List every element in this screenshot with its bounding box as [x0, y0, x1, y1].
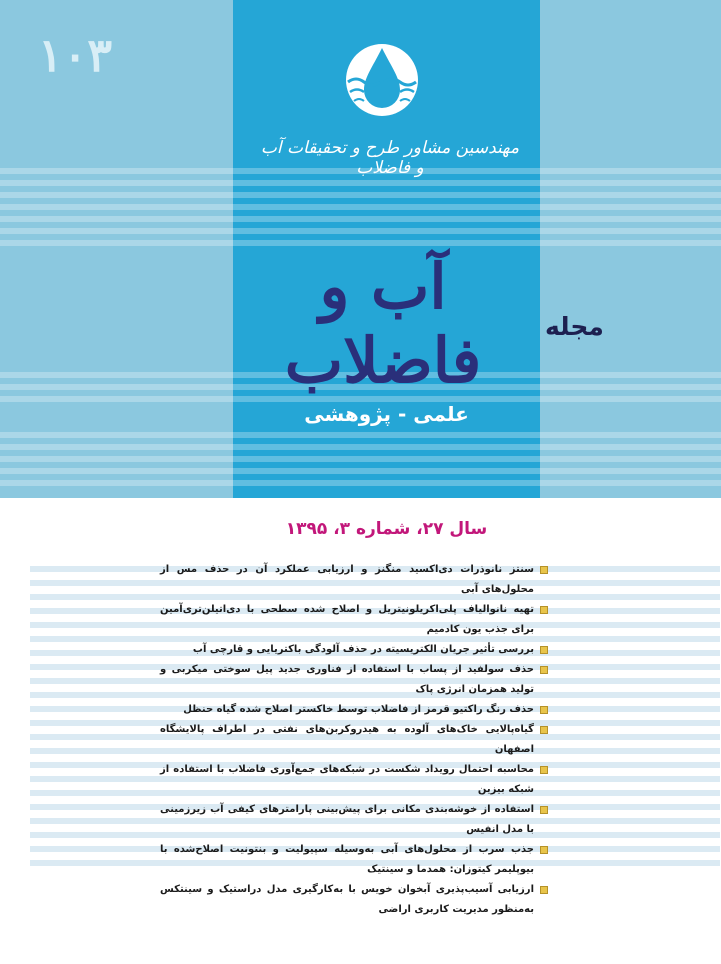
toc-item[interactable]: بررسی تأثیر جریان الکتریسیته در حذف آلودگی باکتریایی و قارچی آب [160, 640, 548, 660]
issue-info: سال ۲۷، شماره ۳، ۱۳۹۵ [285, 519, 488, 539]
toc-item[interactable]: جذب سرب از محلول‌های آبی به‌وسیله سپیولیت و بنتونیت اصلاح‌شده با بیوپلیمر کیتوزان: همدما و سینتیک [160, 840, 548, 880]
bullet-icon [540, 566, 548, 574]
organization-name: مهندسین مشاور طرح و تحقیقات آب و فاضلاب [260, 138, 520, 178]
bullet-icon [540, 706, 548, 714]
bullet-icon [540, 646, 548, 654]
table-of-contents [160, 560, 548, 920]
toc-item[interactable]: گیاه‌پالایی خاک‌های آلوده به هیدروکربن‌های نفتی در اطراف پالایشگاه اصفهان [160, 720, 548, 760]
stripe [0, 228, 721, 234]
bullet-icon [540, 846, 548, 854]
bullet-icon [540, 726, 548, 734]
stripe [0, 192, 721, 198]
bullet-icon [540, 606, 548, 614]
journal-title-prefix: مجله [545, 312, 604, 341]
toc-item[interactable]: سنتز نانوذرات دی‌اکسید منگنز و ارزیابی عملکرد آن در حذف مس از محلول‌های آبی [160, 560, 548, 600]
toc-item[interactable]: محاسبه احتمال رویداد شکست در شبکه‌های جمع‌آوری فاضلاب با استفاده از شبکه بیزین [160, 760, 548, 800]
toc-item[interactable]: تهیه نانوالیاف پلی‌اکریلونیتریل و اصلاح شده سطحی با دی‌اتیلن‌تری‌آمین برای جذب یون کادمیم [160, 600, 548, 640]
bullet-icon [540, 666, 548, 674]
toc-item[interactable]: ارزیابی آسیب‌پذیری آبخوان خویس با به‌کارگیری مدل دراستیک و سینتکس به‌منظور مدیریت کاربری اراضی [160, 880, 548, 920]
stripe [0, 216, 721, 222]
bullet-icon [540, 806, 548, 814]
stripe [0, 468, 721, 474]
stripe [0, 204, 721, 210]
water-drop-logo-icon [342, 40, 422, 120]
stripe [0, 456, 721, 462]
stripe [0, 180, 721, 186]
journal-subtitle: علمی - پژوهشی [304, 402, 469, 426]
stripe [0, 480, 721, 486]
stripe [0, 432, 721, 438]
stripe [0, 444, 721, 450]
bullet-icon [540, 766, 548, 774]
issue-number: ۱۰۳ [38, 28, 113, 82]
toc-item[interactable]: حذف سولفید از پساب با استفاده از فناوری جدید پیل سوختی میکربی و تولید همزمان انرژی پاک [160, 660, 548, 700]
bullet-icon [540, 886, 548, 894]
toc-item[interactable]: استفاده از خوشه‌بندی مکانی برای پیش‌بینی پارامترهای کیفی آب زیرزمینی با مدل انفیس [160, 800, 548, 840]
journal-title: آب و فاضلاب [284, 250, 482, 398]
toc-item[interactable]: حذف رنگ راکتیو قرمز از فاضلاب توسط خاکستر اصلاح شده گیاه حنظل [160, 700, 548, 720]
stripe [0, 240, 721, 246]
